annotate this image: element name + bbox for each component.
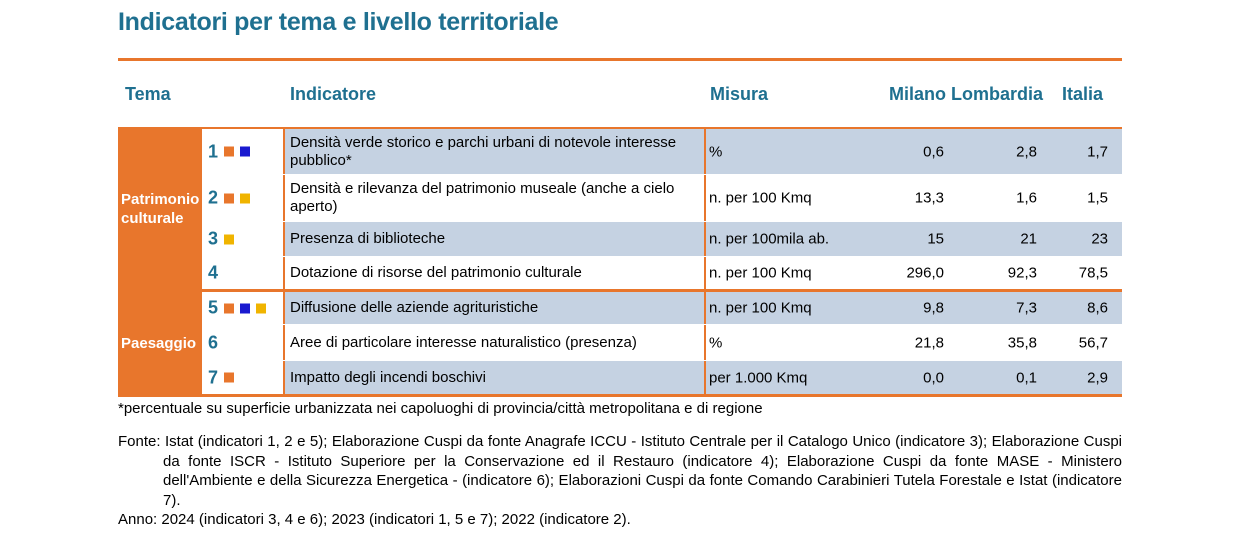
value-italia: 78,5 bbox=[1078, 264, 1108, 282]
indicator-label: Densità e rilevanza del patrimonio museale (anche a cielo aperto) bbox=[290, 180, 675, 215]
yellow-square-icon bbox=[256, 303, 266, 313]
row-number: 6 bbox=[208, 332, 219, 352]
group-label-line1: Paesaggio bbox=[121, 334, 197, 352]
row-number: 3 bbox=[208, 229, 234, 250]
orange-square-icon bbox=[224, 303, 234, 313]
page-title: Indicatori per tema e livello territoriale bbox=[118, 8, 559, 36]
group-patrimonio-culturale bbox=[118, 129, 202, 289]
value-lombardia: 35,8 bbox=[1007, 334, 1037, 351]
indicator-label: Presenza di biblioteche bbox=[290, 230, 446, 247]
header-italia: Italia bbox=[1062, 84, 1104, 104]
header-misura: Misura bbox=[710, 84, 769, 104]
table-row bbox=[202, 325, 1122, 360]
row-number: 5 bbox=[208, 298, 266, 319]
value-milano: 21,8 bbox=[914, 334, 944, 351]
row-number: 2 bbox=[208, 188, 250, 209]
value-lombardia: 21 bbox=[1020, 230, 1037, 248]
group-label-line2: culturale bbox=[121, 210, 184, 227]
unit-label: n. per 100 Kmq bbox=[709, 189, 812, 207]
bottom-rule bbox=[118, 394, 1122, 397]
unit-label: % bbox=[709, 334, 723, 351]
group-paesaggio bbox=[118, 292, 202, 394]
value-milano: 0,6 bbox=[923, 143, 944, 160]
group-label-line1: Patrimonio bbox=[121, 191, 200, 208]
indicator-label: Aree di particolare interesse naturalistico (presenza) bbox=[290, 333, 637, 351]
yellow-square-icon bbox=[240, 193, 250, 203]
source-note bbox=[118, 432, 1122, 530]
indicator-label: Dotazione di risorse del patrimonio culturale bbox=[290, 264, 582, 281]
header-lombardia: Lombardia bbox=[951, 84, 1044, 104]
value-lombardia: 0,1 bbox=[1016, 369, 1037, 386]
table-row bbox=[202, 361, 1122, 394]
value-milano: 296,0 bbox=[906, 264, 944, 282]
value-lombardia: 7,3 bbox=[1016, 299, 1037, 317]
top-rule bbox=[118, 58, 1122, 61]
blue-square-icon bbox=[240, 147, 250, 157]
value-italia: 56,7 bbox=[1078, 334, 1108, 351]
header-tema: Tema bbox=[125, 84, 171, 104]
value-italia: 23 bbox=[1091, 230, 1108, 248]
unit-label: n. per 100mila ab. bbox=[709, 230, 830, 248]
table-row bbox=[202, 129, 1122, 174]
table-row bbox=[202, 222, 1122, 256]
indicator-label: Impatto degli incendi boschivi bbox=[290, 368, 486, 386]
value-italia: 8,6 bbox=[1087, 299, 1108, 317]
row-number: 1 bbox=[208, 141, 250, 162]
footnote: *percentuale su superficie urbanizzata nei capoluoghi di provincia/città metropolitana e di regione bbox=[118, 400, 763, 417]
unit-label: % bbox=[709, 143, 723, 160]
row-number: 4 bbox=[208, 262, 219, 283]
unit-label: per 1.000 Kmq bbox=[709, 369, 808, 386]
indicator-label: Diffusione delle aziende agrituristiche bbox=[290, 299, 539, 316]
unit-label: n. per 100 Kmq bbox=[709, 299, 812, 317]
year-note: Anno: 2024 (indicatori 3, 4 e 6); 2023 (indicatori 1, 5 e 7); 2022 (indicatore 2). bbox=[118, 511, 631, 528]
value-lombardia: 2,8 bbox=[1016, 143, 1037, 160]
table-row bbox=[202, 257, 1122, 289]
orange-square-icon bbox=[224, 193, 234, 203]
table-row bbox=[202, 175, 1122, 221]
value-lombardia: 92,3 bbox=[1007, 264, 1037, 282]
indicator-label: Densità verde storico e parchi urbani di notevole interesse pubblico* bbox=[290, 133, 677, 169]
row-number: 7 bbox=[208, 367, 234, 388]
value-italia: 1,7 bbox=[1087, 143, 1108, 160]
value-milano: 9,8 bbox=[923, 299, 944, 317]
orange-square-icon bbox=[224, 373, 234, 383]
table-row bbox=[202, 292, 1122, 324]
yellow-square-icon bbox=[224, 234, 234, 244]
value-italia: 2,9 bbox=[1087, 369, 1108, 386]
header-indicatore: Indicatore bbox=[290, 84, 377, 104]
value-lombardia: 1,6 bbox=[1016, 189, 1037, 207]
orange-square-icon bbox=[224, 147, 234, 157]
source-text: Fonte: Istat (indicatori 1, 2 e 5); Elaborazione Cuspi da fonte Anagrafe ICCU - Istituto Centrale per il Catalogo Unico (indicatore 3); Elaborazione Cuspi da fonte ISCR - Istituto Superiore per la Conservazione ed il Restauro (indicatore 4); Elaborazione Cuspi da fonte MASE - Ministero dell'Ambiente e della Sicurezza Energetica - (indicatore 6); Elaborazioni Cuspi da fonte Comando Carabinieri Tutela Forestale e Istat (indicatore 7). bbox=[118, 433, 1122, 509]
value-milano: 0,0 bbox=[923, 369, 944, 386]
unit-label: n. per 100 Kmq bbox=[709, 264, 812, 282]
value-italia: 1,5 bbox=[1087, 189, 1108, 207]
blue-square-icon bbox=[240, 303, 250, 313]
value-milano: 15 bbox=[927, 230, 944, 248]
header-milano: Milano bbox=[889, 84, 946, 104]
value-milano: 13,3 bbox=[914, 189, 944, 207]
